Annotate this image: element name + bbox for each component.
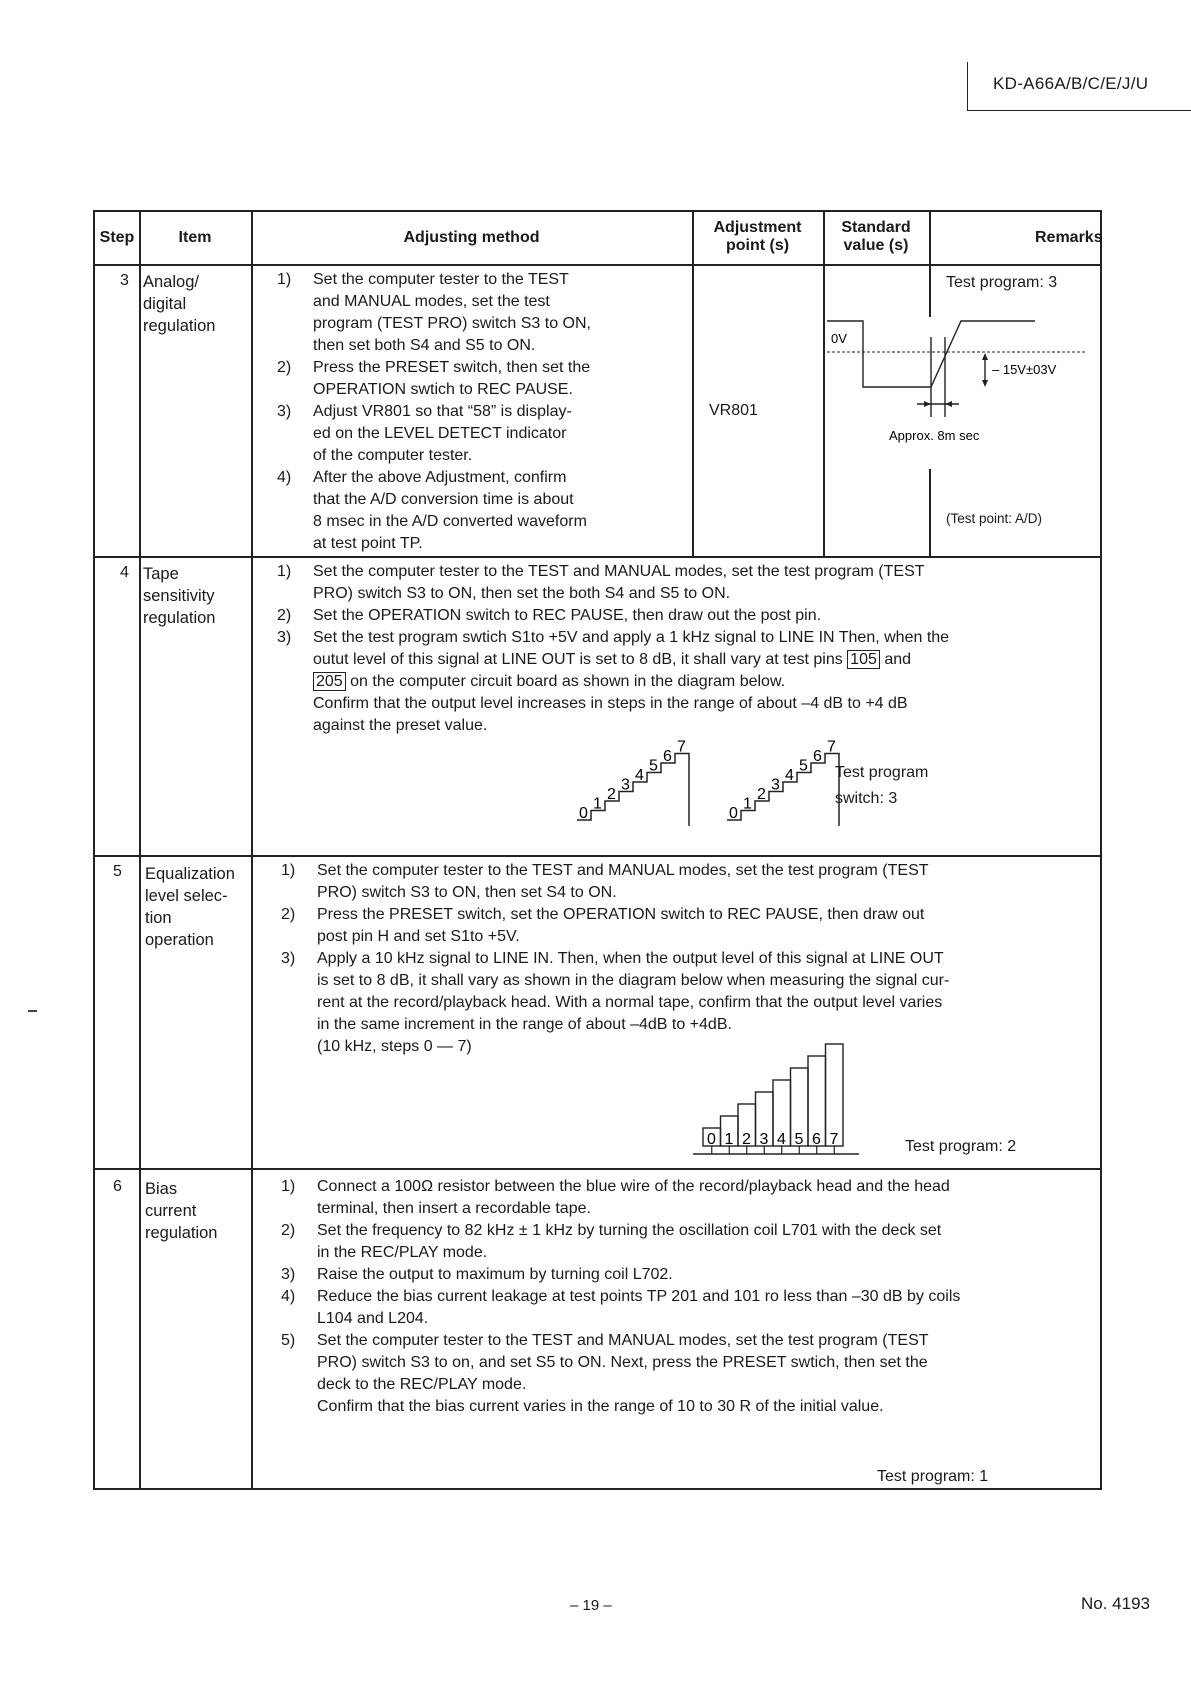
header-value-line2: value (s) bbox=[843, 237, 909, 254]
method-steps bbox=[277, 269, 687, 555]
col-divider bbox=[929, 469, 931, 556]
remarks-test-program: Test program switch: 3 bbox=[835, 764, 929, 807]
step-label: 6 bbox=[813, 748, 822, 765]
method-step: 1) Connect a 100Ω resistor between the blue wire of the record/playback head and the head terminal, then insert a recordable tape. bbox=[281, 1178, 950, 1217]
step-number: 6 bbox=[113, 1178, 122, 1195]
margin-mark bbox=[28, 1010, 37, 1012]
test-pin-105: 105 bbox=[847, 650, 880, 669]
item-line: level selec- bbox=[145, 887, 228, 905]
step-label: 5 bbox=[649, 757, 658, 775]
header-value-line1: Standard bbox=[841, 219, 911, 236]
step-label: 4 bbox=[777, 1131, 786, 1148]
ad-waveform-diagram bbox=[825, 317, 1104, 469]
col-divider bbox=[251, 212, 253, 1488]
item-line: regulation bbox=[145, 1224, 218, 1242]
item-name bbox=[145, 1178, 217, 1244]
remarks-test-program: Test program: 1 bbox=[877, 1468, 989, 1485]
confirm-note: Confirm that the bias current varies in the range of 10 to 30 R of the initial value. bbox=[317, 1398, 884, 1415]
step-label: 1 bbox=[593, 795, 602, 813]
staircase-line-2 bbox=[727, 754, 839, 827]
step-label: 7 bbox=[827, 740, 836, 756]
method-step: 2) Press the PRESET switch, then set the OPERATION swtich to REC PAUSE. bbox=[277, 359, 591, 398]
method-step: 1) Set the computer tester to the TEST and MANUAL modes, set the test program (TEST PRO) switch S3 to ON, then set the both S4 and S5 to ON. bbox=[277, 563, 925, 602]
step-label: 1 bbox=[724, 1131, 734, 1148]
header-point bbox=[692, 219, 823, 255]
row-divider bbox=[95, 556, 1100, 558]
adjustment-point: VR801 bbox=[709, 402, 758, 419]
item-line: regulation bbox=[143, 609, 216, 627]
col-divider bbox=[929, 264, 931, 317]
step-label: 7 bbox=[829, 1131, 839, 1148]
item-line: operation bbox=[145, 931, 214, 949]
method-step: 3) Adjust VR801 so that “58” is display- ed on the LEVEL DETECT indicator of the computer tester. bbox=[277, 403, 572, 464]
method-step: 2) Set the frequency to 82 kHz ± 1 kHz by turning the oscillation coil L701 with the deck set in the REC/PLAY mode. bbox=[281, 1222, 942, 1261]
item-name bbox=[145, 863, 235, 951]
step-label: 3 bbox=[759, 1131, 769, 1148]
step-label: 3 bbox=[771, 776, 780, 794]
item-line: tion bbox=[145, 909, 172, 927]
step-label: 0 bbox=[707, 1131, 716, 1148]
header-point-line1: Adjustment bbox=[713, 219, 802, 236]
step-label: 2 bbox=[607, 786, 616, 803]
document-number: No. 4193 bbox=[1081, 1594, 1150, 1613]
method-steps bbox=[281, 1176, 1097, 1418]
page-number: – 19 – bbox=[570, 1597, 612, 1614]
method-step: 1) Set the computer tester to the TEST and MANUAL modes, set the test program (TEST PRO) switch S3 to ON, then set S4 to ON. bbox=[281, 862, 929, 901]
method-steps bbox=[277, 561, 1097, 737]
item-line: regulation bbox=[143, 317, 216, 335]
step-label: 2 bbox=[757, 786, 766, 803]
remarks-test-program: Test program: 3 bbox=[946, 274, 1058, 291]
item-line: Bias bbox=[145, 1180, 178, 1198]
header-value bbox=[823, 219, 929, 255]
zero-volt-label: 0V bbox=[831, 331, 847, 346]
method-step: 5) Set the computer tester to the TEST and MANUAL modes, set the test program (TEST PRO) switch S3 to on, and set S5 to ON. Next, press the PRESET swtich, then set the deck to the REC/PLAY mode. Confirm that the bias current varies in the range of 10 to 30 R of the initial value. bbox=[281, 1330, 1097, 1418]
step-number: 5 bbox=[113, 863, 122, 880]
row-divider bbox=[95, 1168, 1100, 1170]
col-divider bbox=[929, 212, 931, 264]
method-steps bbox=[281, 860, 1097, 1058]
step-label: 7 bbox=[677, 740, 686, 756]
staircase-diagram bbox=[485, 740, 885, 840]
step-label: 6 bbox=[812, 1131, 821, 1148]
step-label: 4 bbox=[635, 767, 644, 784]
header-item: Item bbox=[178, 229, 212, 246]
col-divider bbox=[139, 212, 141, 1488]
method-step: 2) Set the OPERATION switch to REC PAUSE, then draw out the post pin. bbox=[277, 607, 822, 624]
item-name bbox=[143, 271, 215, 337]
step-label: 1 bbox=[743, 795, 752, 813]
step-label: 3 bbox=[621, 776, 630, 794]
item-name bbox=[143, 563, 215, 629]
level-label: – 15V±03V bbox=[992, 362, 1057, 377]
method-step: 3) Set the test program swtich S1to +5V and apply a 1 kHz signal to LINE IN Then, when the outut level of this signal at LINE OUT is set to 8 dB, it shall vary at test pins 105 and 205 on the computer circuit board as shown in the diagram below. Confirm that the output level increases in steps in the range of about –4 dB to +4 dB against the preset value. bbox=[277, 629, 950, 734]
item-line: Equalization bbox=[145, 865, 235, 883]
method-step: 4) Reduce the bias current leakage at test points TP 201 and 101 ro less than –30 dB by coils L104 and L204. bbox=[281, 1288, 961, 1327]
row-divider bbox=[95, 855, 1100, 857]
header-remarks: Remarks bbox=[1035, 229, 1103, 246]
step-number: 4 bbox=[120, 564, 129, 581]
step-label: 2 bbox=[742, 1131, 751, 1148]
method-step: 4) After the above Adjustment, confirm that the A/D conversion time is about 8 msec in the A/D converted waveform at test point TP. bbox=[277, 469, 587, 552]
test-pin-205: 205 bbox=[313, 672, 346, 691]
time-label: Approx. 8m sec bbox=[889, 428, 980, 443]
method-step: 3) Raise the output to maximum by turning coil L702. bbox=[281, 1266, 673, 1283]
method-step: 1) Set the computer tester to the TEST and MANUAL modes, set the test program (TEST PRO) switch S3 to ON, then set both S4 and S5 to ON. bbox=[277, 271, 591, 354]
step-label: 5 bbox=[794, 1131, 804, 1148]
model-header bbox=[967, 62, 1191, 111]
staircase-line-1 bbox=[577, 754, 689, 827]
step-label: 6 bbox=[663, 748, 672, 765]
item-line: current bbox=[145, 1202, 197, 1220]
item-line: digital bbox=[143, 295, 187, 313]
model-number: KD-A66A/B/C/E/J/U bbox=[993, 74, 1149, 93]
step-label: 4 bbox=[785, 767, 794, 784]
remarks-test-point: (Test point: A/D) bbox=[946, 511, 1043, 526]
item-line: Tape bbox=[143, 565, 179, 583]
step-label: 5 bbox=[799, 757, 808, 775]
step-label: 0 bbox=[729, 805, 738, 822]
step-label: 0 bbox=[579, 805, 588, 822]
adjustment-table bbox=[93, 210, 1102, 1490]
header-method: Adjusting method bbox=[403, 229, 540, 246]
row-divider bbox=[95, 264, 1100, 266]
remarks-test-program: Test program: 2 bbox=[905, 1138, 1017, 1155]
header-step: Step bbox=[99, 229, 135, 246]
item-line: sensitivity bbox=[143, 587, 215, 605]
method-step: 3) Apply a 10 kHz signal to LINE IN. Then, when the output level of this signal at LINE OUT is set to 8 dB, it shall vary as shown in the diagram below when measuring the signal cur- rent at the record/playback head. With a normal tape, confirm that the output level varies in the same increment in the range of about –4dB to +4dB. (10 kHz, steps 0 — 7) bbox=[281, 950, 950, 1055]
method-step: 2) Press the PRESET switch, set the OPERATION switch to REC PAUSE, then draw out post pin H and set S1to +5V. bbox=[281, 906, 925, 945]
header-point-line2: point (s) bbox=[725, 237, 790, 254]
step-number: 3 bbox=[120, 272, 129, 289]
increment-bar-diagram bbox=[693, 1030, 883, 1168]
item-line: Analog/ bbox=[143, 273, 199, 291]
